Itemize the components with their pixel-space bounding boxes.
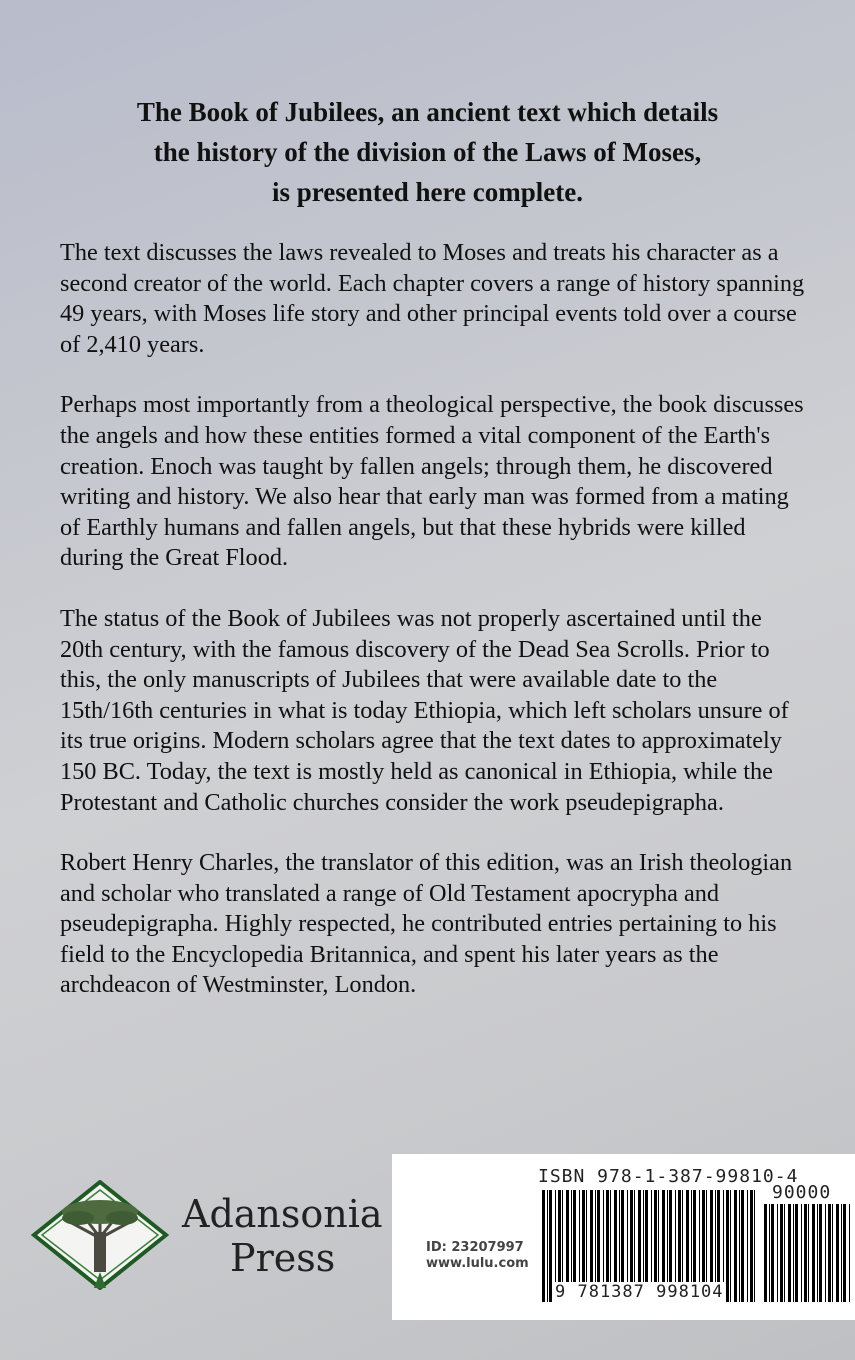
description xyxy=(60,238,810,1031)
paragraph-3: The status of the Book of Jubilees was not properly ascertained until the 20th century, with the famous discovery of the Dead Sea Scrolls. Prior to this, the only manuscripts of Jubilees that were available date to the 15th/16th centuries in what is today Ethiopia, which left scholars unsure of its true origins. Modern scholars agree that the text dates to approximately 150 BC. Today, the text is mostly held as canonical in Ethiopia, while the Protestant and Catholic churches consider the work pseudepigrapha. xyxy=(60,604,789,816)
headline-line-1: The Book of Jubilees, an ancient text which details xyxy=(136,97,719,127)
print-id-url: www.lulu.com xyxy=(426,1256,529,1271)
publisher-name xyxy=(182,1192,383,1280)
paragraph-4: Robert Henry Charles, the translator of this edition, was an Irish theologian and scholar who translated a range of Old Testament apocrypha and pseudepigrapha. Highly respected, he contributed entries pertaining to his field to the Encyclopedia Britannica, and spent his later years as the archdeacon of Westminster, London. xyxy=(60,849,793,999)
paragraph-2: Perhaps most importantly from a theological perspective, the book discusses the angels and how these entities formed a vital component of the Earth's creation. Enoch was taught by fallen angels; through them, he discovered writing and history. We also hear that early man was formed from a mating of Earthly humans and fallen angels, but that these hybrids were killed during the Great Flood. xyxy=(60,391,804,572)
print-id-number: ID: 23207997 xyxy=(426,1240,524,1255)
baobab-tree-icon xyxy=(30,1180,170,1290)
headline xyxy=(40,92,815,212)
headline-line-3: is presented here complete. xyxy=(272,177,583,207)
print-id xyxy=(426,1240,529,1272)
barcode-digits: 9 781387 998104 xyxy=(555,1282,724,1302)
publisher-name-line-2: Press xyxy=(230,1236,336,1280)
publisher-logo xyxy=(30,1180,383,1290)
barcode-panel xyxy=(392,1154,855,1320)
addon-digits: 90000 xyxy=(772,1182,832,1203)
isbn-text: ISBN 978-1-387-99810-4 xyxy=(538,1166,799,1187)
publisher-name-line-1: Adansonia xyxy=(182,1192,383,1236)
paragraph-1: The text discusses the laws revealed to Moses and treats his character as a second creator of the world. Each chapter covers a range of history spanning 49 years, with Moses life story and other principal events told over a course of 2,410 years. xyxy=(60,239,805,358)
headline-line-2: the history of the division of the Laws of Moses, xyxy=(153,137,702,167)
